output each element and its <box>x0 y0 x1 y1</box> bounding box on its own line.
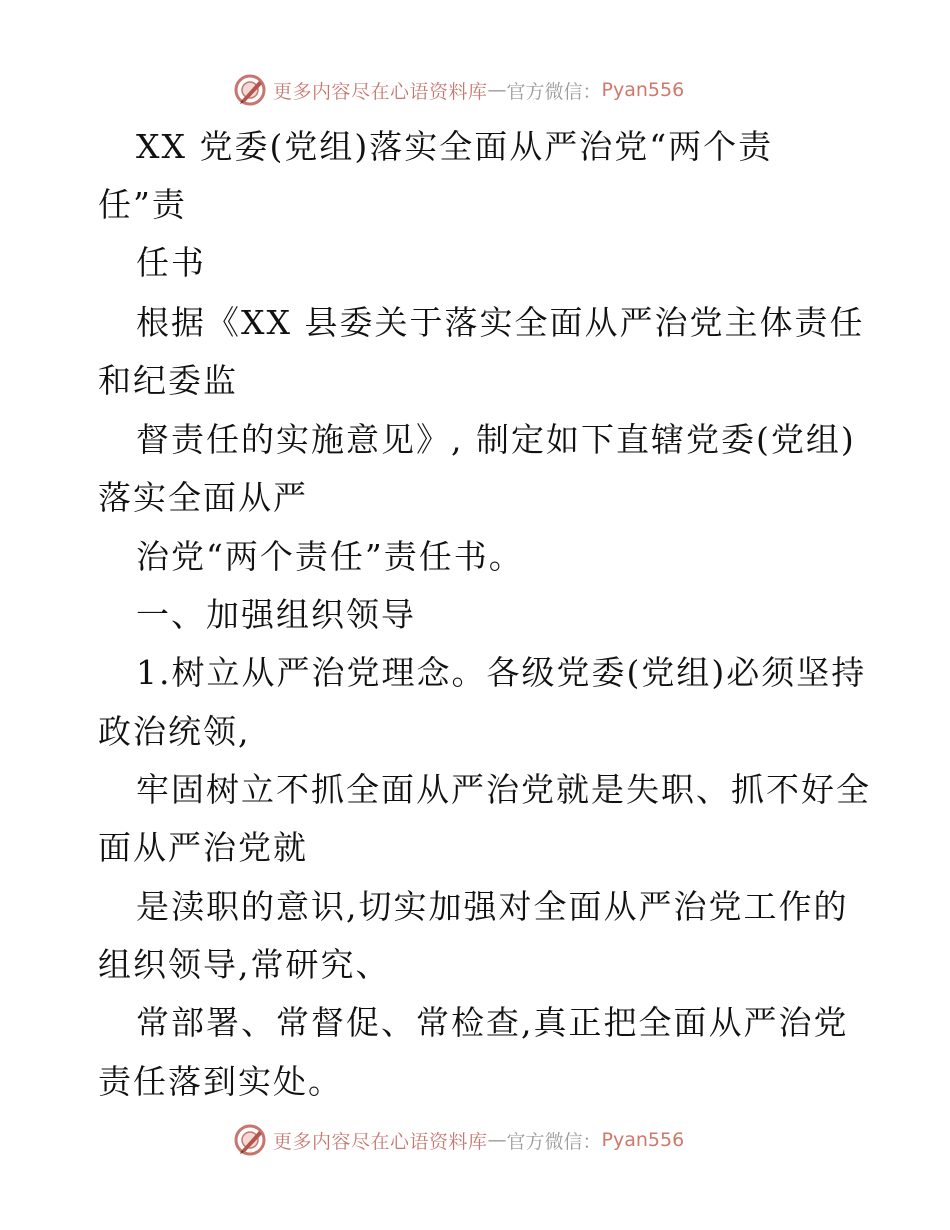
paragraph-line: 常部署、常督促、常检查,真正把全面从严治党 <box>136 1003 849 1042</box>
section-heading: 一、加强组织领导 <box>136 595 416 634</box>
paragraph-line: 1.树立从严治党理念。各级党委(党组)必须坚持 <box>136 653 867 692</box>
paragraph-line: 是渎职的意识,切实加强对全面从严治党工作的 <box>136 887 849 926</box>
title-line-1: XX 党委(党组)落实全面从严治党“两个责 <box>136 127 774 166</box>
paragraph-line: 面从严治党就 <box>98 828 308 867</box>
paragraph-line: 和纪委监 <box>98 361 238 400</box>
watermark-wechat-label: 官方微信： <box>506 1130 602 1153</box>
watermark-wechat-label: 官方微信： <box>506 80 602 103</box>
paragraph-line: 责任落到实处。 <box>98 1062 343 1101</box>
paragraph-line: 督责任的实施意见》, 制定如下直辖党委(党组) <box>136 420 856 459</box>
watermark-separator: — <box>487 79 507 101</box>
paragraph-line: 落实全面从严 <box>98 478 308 517</box>
paragraph-line: 牢固树立不抓全面从严治党就是失职、抓不好全 <box>136 770 871 809</box>
paragraph-line: 组织领导,常研究、 <box>98 945 391 984</box>
quill-pen-seal-icon <box>233 1123 267 1157</box>
paragraph-line: 治党“两个责任”责任书。 <box>136 537 524 576</box>
watermark-banner-bottom <box>233 1122 684 1158</box>
title-line-2: 任”责 <box>98 185 187 224</box>
watermark-wechat-id: Pyan556 <box>601 1129 685 1151</box>
paragraph-line: 政治统领, <box>98 712 251 751</box>
watermark-banner-top <box>233 72 684 108</box>
watermark-wechat-id: Pyan556 <box>601 79 685 101</box>
quill-pen-seal-icon <box>233 73 267 107</box>
title-line-3: 任书 <box>136 243 206 282</box>
watermark-separator: — <box>487 1129 507 1151</box>
paragraph-line: 根据《XX 县委关于落实全面从严治党主体责任 <box>136 303 865 342</box>
watermark-text: 更多内容尽在心语资料库 <box>273 1130 488 1153</box>
watermark-text: 更多内容尽在心语资料库 <box>273 80 488 103</box>
